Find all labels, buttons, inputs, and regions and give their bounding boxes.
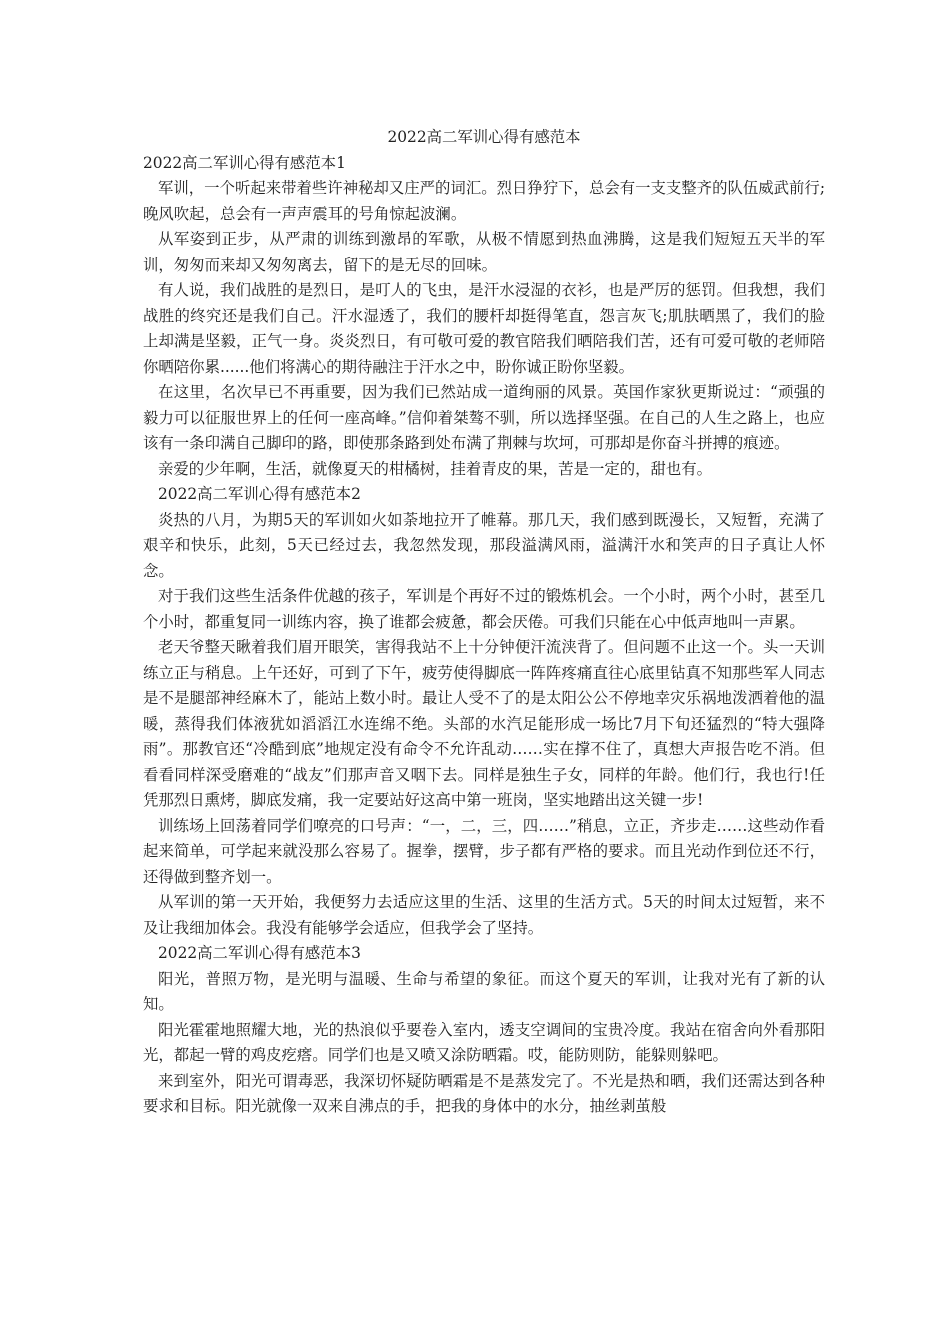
paragraph: 来到室外，阳光可谓毒恶，我深切怀疑防晒霜是不是蒸发完了。不光是热和晒，我们还需达到各种要求和目标。阳光就像一双来自沸点的手，把我的身体中的水分，抽丝剥茧般 bbox=[143, 1071, 825, 1115]
section-heading-3: 2022高二军训心得有感范本3 bbox=[158, 944, 361, 962]
paragraph: 在这里，名次早已不再重要，因为我们已然站成一道绚丽的风景。英国作家狄更斯说过：“顽强的毅力可以征服世界上的任何一座高峰。”信仰着桀骜不驯，所以选择坚强。在自己的人生之路上，也应该有一条印满自己脚印的路，即使那条路到处布满了荆棘与坎坷，可那却是你奋斗拼搏的痕迹。 bbox=[143, 383, 825, 452]
paragraph: 训练场上回荡着同学们嘹亮的口号声：“一，二，三，四……”稍息，立正，齐步走……这些动作看起来简单，可学起来就没那么容易了。握拳，摆臂，步子都有严格的要求。而且光动作到位还不行，还得做到整齐划一。 bbox=[143, 816, 825, 886]
paragraph: 从军姿到正步，从严肃的训练到激昂的军歌，从极不情愿到热血沸腾，这是我们短短五天半的军训，匆匆而来却又匆匆离去，留下的是无尽的回味。 bbox=[143, 230, 825, 274]
section-heading-1: 2022高二军训心得有感范本1 bbox=[143, 153, 346, 172]
paragraph: 亲爱的少年啊，生活，就像夏天的柑橘树，挂着青皮的果，苦是一定的，甜也有。 bbox=[158, 459, 713, 478]
paragraph: 有人说，我们战胜的是烈日，是叮人的飞虫，是汗水浸湿的衣衫，也是严厉的惩罚。但我想，我们战胜的终究还是我们自己。汗水湿透了，我们的腰杆却挺得笔直，怨言灰飞;肌肤晒黑了，我们的脸上却满是坚毅，正气一身。炎炎烈日，有可敬可爱的教官陪我们晒陪我们苦，还有可爱可敬的老师陪你晒陪你累......他们将满心的期待融注于汗水之中，盼你诚正盼你坚毅。 bbox=[143, 281, 825, 376]
paragraph: 军训，一个听起来带着些许神秘却又庄严的词汇。烈日狰狞下，总会有一支支整齐的队伍威武前行;晚风吹起，总会有一声声震耳的号角惊起波澜。 bbox=[143, 179, 825, 223]
paragraph: 炎热的八月，为期5天的军训如火如荼地拉开了帷幕。那几天，我们感到既漫长，又短暂，充满了艰辛和快乐，此刻，5天已经过去，我忽然发现，那段溢满风雨，溢满汗水和笑声的日子真让人怀念。 bbox=[143, 510, 825, 580]
document-title: 2022高二军训心得有感范本 bbox=[387, 128, 581, 146]
document-body bbox=[143, 125, 825, 1120]
paragraph: 阳光霍霍地照耀大地，光的热浪似乎要卷入室内，透支空调间的宝贵冷度。我站在宿舍向外看那阳光，都起一臂的鸡皮疙瘩。同学们也是又喷又涂防晒霜。哎，能防则防，能躲则躲吧。 bbox=[143, 1020, 825, 1064]
paragraph: 老天爷整天瞅着我们眉开眼笑，害得我站不上十分钟便汗流浃背了。但问题不止这一个。头一天训练立正与稍息。上午还好，可到了下午，疲劳使得脚底一阵阵疼痛直往心底里钻真不知那些军人同志是不是腿部神经麻木了，能站上数小时。最让人受不了的是太阳公公不停地幸灾乐祸地泼洒着他的温暖，蒸得我们体液犹如滔滔江水连绵不绝。头部的水汽足能形成一场比7月下旬还猛烈的“特大强降雨”。那教官还“冷酷到底”地规定没有命令不允许乱动……实在撑不住了，真想大声报告吃不消。但看看同样深受磨难的“战友”们那声音又咽下去。同样是独生子女，同样的年龄。他们行，我也行!任凭那烈日熏烤，脚底发痛，我一定要站好这高中第一班岗，坚实地踏出这关键一步! bbox=[143, 638, 825, 809]
paragraph: 从军训的第一天开始，我便努力去适应这里的生活、这里的生活方式。5天的时间太过短暂，来不及让我细加体会。我没有能够学会适应，但我学会了坚持。 bbox=[143, 893, 825, 937]
paragraph: 阳光，普照万物，是光明与温暖、生命与希望的象征。而这个夏天的军训，让我对光有了新的认知。 bbox=[143, 969, 825, 1013]
section-heading-2: 2022高二军训心得有感范本2 bbox=[158, 485, 361, 503]
paragraph: 对于我们这些生活条件优越的孩子，军训是个再好不过的锻炼机会。一个小时，两个小时，甚至几个小时，都重复同一训练内容，换了谁都会疲惫，都会厌倦。可我们只能在心中低声地叫一声累。 bbox=[143, 587, 825, 631]
